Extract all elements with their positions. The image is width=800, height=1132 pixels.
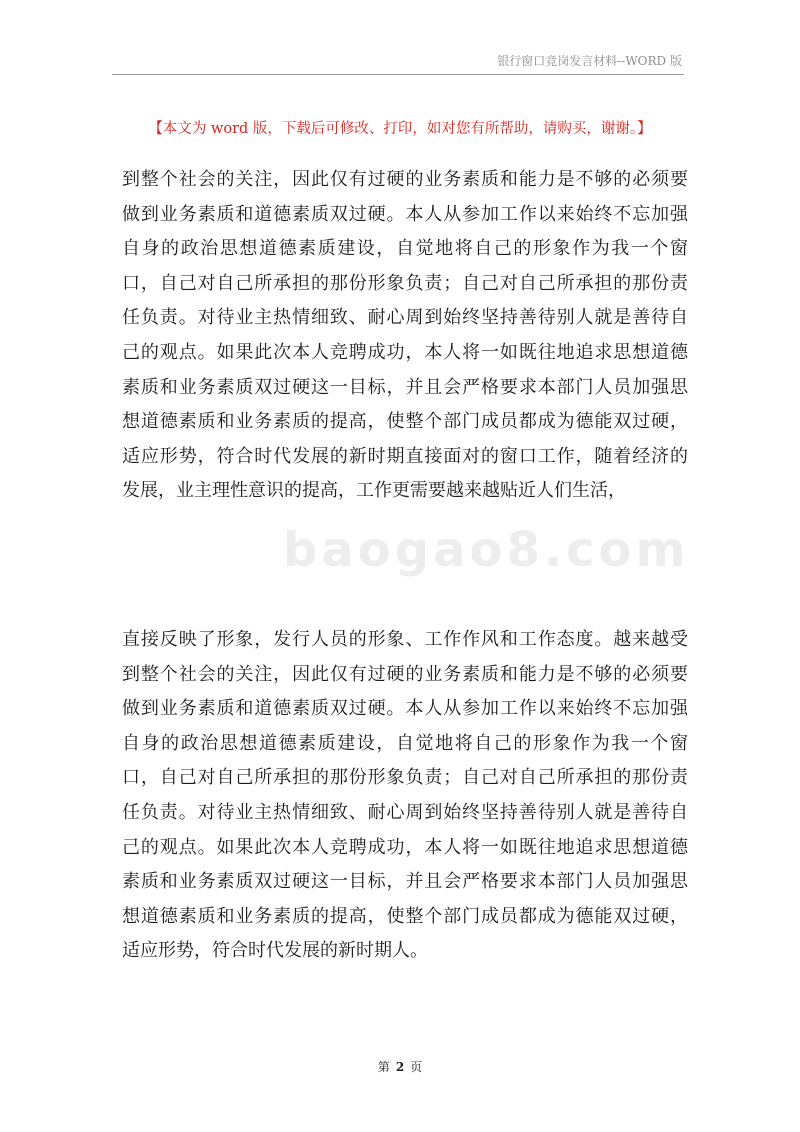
page-footer (0, 1058, 800, 1075)
text-line: 做到业务素质和道德素质双过硬。本人从参加工作以来始终不忘加强 (122, 203, 688, 225)
body-paragraph-2 (122, 623, 688, 969)
text-line: 自身的政治思想道德素质建设，自觉地将自己的形象作为我一个窗 (122, 732, 688, 754)
text-line: 自身的政治思想道德素质建设，自觉地将自己的形象作为我一个窗 (122, 238, 688, 260)
text-line: 想道德素质和业务素质的提高，使整个部门成员都成为德能双过硬， (122, 905, 688, 927)
text-line: 己的观点。如果此次本人竞聘成功，本人将一如既往地追求思想道德 (122, 341, 688, 363)
text-line: 想道德素质和业务素质的提高，使整个部门成员都成为德能双过硬， (122, 411, 688, 433)
header-title: 银行窗口竞岗发言材料--WORD 版 (497, 54, 682, 68)
text-line: 做到业务素质和道德素质双过硬。本人从参加工作以来始终不忘加强 (122, 698, 688, 720)
text-line: 发展，业主理性意识的提高，工作更需要越来越贴近人们生活， (122, 480, 626, 502)
text-line: 直接反映了形象，发行人员的形象、工作作风和工作态度。越来越受 (122, 629, 688, 650)
text-line: 口，自己对自己所承担的那份形象负责；自己对自己所承担的那份责 (122, 767, 688, 789)
page-header (112, 50, 684, 75)
text-line: 己的观点。如果此次本人竞聘成功，本人将一如既往地追求思想道德 (122, 836, 688, 858)
text-line: 适应形势，符合时代发展的新时期直接面对的窗口工作，随着经济的 (122, 445, 688, 467)
page-label-suffix: 页 (410, 1060, 423, 1074)
text-line: 口，自己对自己所承担的那份形象负责；自己对自己所承担的那份责 (122, 272, 688, 294)
text-line: 素质和业务素质双过硬这一目标，并且会严格要求本部门人员加强思 (122, 376, 688, 398)
download-notice: 【本文为 word 版，下载后可修改、打印，如对您有所帮助，请购买，谢谢。】 (148, 121, 652, 137)
page-label-prefix: 第 (377, 1060, 390, 1074)
text-line: 任负责。对待业主热情细致、耐心周到始终坚持善待别人就是善待自 (122, 801, 688, 823)
text-line: 素质和业务素质双过硬这一目标，并且会严格要求本部门人员加强思 (122, 871, 688, 893)
text-line: 到整个社会的关注，因此仅有过硬的业务素质和能力是不够的必须要 (122, 169, 688, 190)
text-line: 到整个社会的关注，因此仅有过硬的业务素质和能力是不够的必须要 (122, 663, 688, 685)
page-number: 2 (395, 1060, 405, 1074)
watermark: baogao8.com (283, 522, 690, 578)
text-line: 适应形势，符合时代发展的新时期人。 (122, 940, 428, 962)
body-paragraph-1 (122, 163, 688, 509)
text-line: 任负责。对待业主热情细致、耐心周到始终坚持善待别人就是善待自 (122, 307, 688, 329)
